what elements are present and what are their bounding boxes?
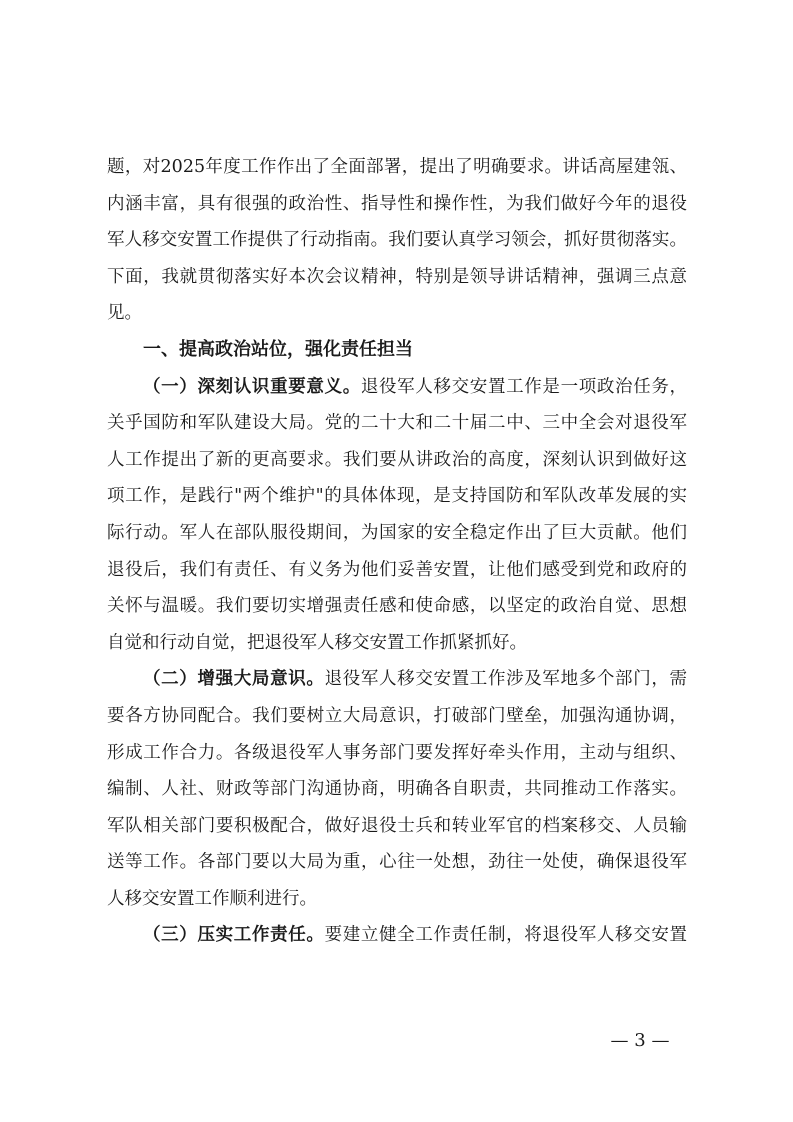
text-run: 要建立健全工作责任制，将退役军人移交安置 [324, 925, 688, 946]
text-line: 送等工作。各部门要以大局为重，心往一处想，劲往一处使，确保退役军 [107, 852, 687, 873]
subsection-2 [107, 661, 687, 917]
text-line: 自觉和行动自觉，把退役军人移交安置工作抓紧抓好。 [107, 632, 527, 653]
text-run: 退役军人移交安置工作涉及军地多个部门，需 [324, 669, 688, 690]
text-line: 形成工作合力。各级退役军人事务部门要发挥好牵头作用，主动与组织、 [107, 742, 687, 763]
text-run: 退役军人移交安置工作是一项政治任务， [360, 376, 688, 397]
subsection-title: （二）增强大局意识。 [143, 669, 325, 690]
text-line: 题，对2025年度工作作出了全面部署，提出了明确要求。讲话高屋建瓴、 [107, 157, 687, 177]
text-line: 军队相关部门要积极配合，做好退役士兵和转业军官的档案移交、人员输 [107, 815, 687, 836]
text-line [107, 369, 687, 406]
text-line: 关乎国防和军队建设大局。党的二十大和二十届二中、三中全会对退役军 [107, 413, 687, 434]
text-line: 下面，我就贯彻落实好本次会议精神，特别是领导讲话精神，强调三点意 [107, 266, 687, 287]
text-line: 人工作提出了新的更高要求。我们要从讲政治的高度，深刻认识到做好这 [107, 449, 687, 470]
text-line: 关怀与温暖。我们要切实增强责任感和使命感，以坚定的政治自觉、思想 [107, 596, 687, 617]
section-heading: 一、提高政治站位，强化责任担当 [143, 338, 413, 360]
text-line: 军人移交安置工作提供了行动指南。我们要认真学习领会，抓好贯彻落实。 [107, 230, 687, 251]
text-line: 见。 [107, 303, 142, 324]
text-line: 退役后，我们有责任、有义务为他们妥善安置，让他们感受到党和政府的 [107, 559, 687, 580]
document-body [107, 149, 687, 954]
text-line: 编制、人社、财政等部门沟通协商，明确各自职责，共同推动工作落实。 [107, 779, 687, 800]
text-line [107, 661, 687, 698]
text-line: 人移交安置工作顺利进行。 [107, 888, 317, 909]
text-line [107, 917, 687, 954]
text-line: 际行动。军人在部队服役期间，为国家的安全稳定作出了巨大贡献。他们 [107, 522, 687, 543]
text-line: 要各方协同配合。我们要树立大局意识，打破部门壁垒，加强沟通协调， [107, 705, 687, 726]
page-number: — 3 — [610, 1030, 670, 1051]
text-line: 项工作，是践行"两个维护"的具体体现，是支持国防和军队改革发展的实 [107, 486, 687, 507]
intro-paragraph [107, 149, 687, 332]
subsection-3 [107, 917, 687, 954]
subsection-title: （一）深刻认识重要意义。 [143, 376, 361, 397]
subsection-1 [107, 369, 687, 662]
subsection-title: （三）压实工作责任。 [143, 925, 325, 946]
text-line: 内涵丰富，具有很强的政治性、指导性和操作性，为我们做好今年的退役 [107, 193, 687, 214]
